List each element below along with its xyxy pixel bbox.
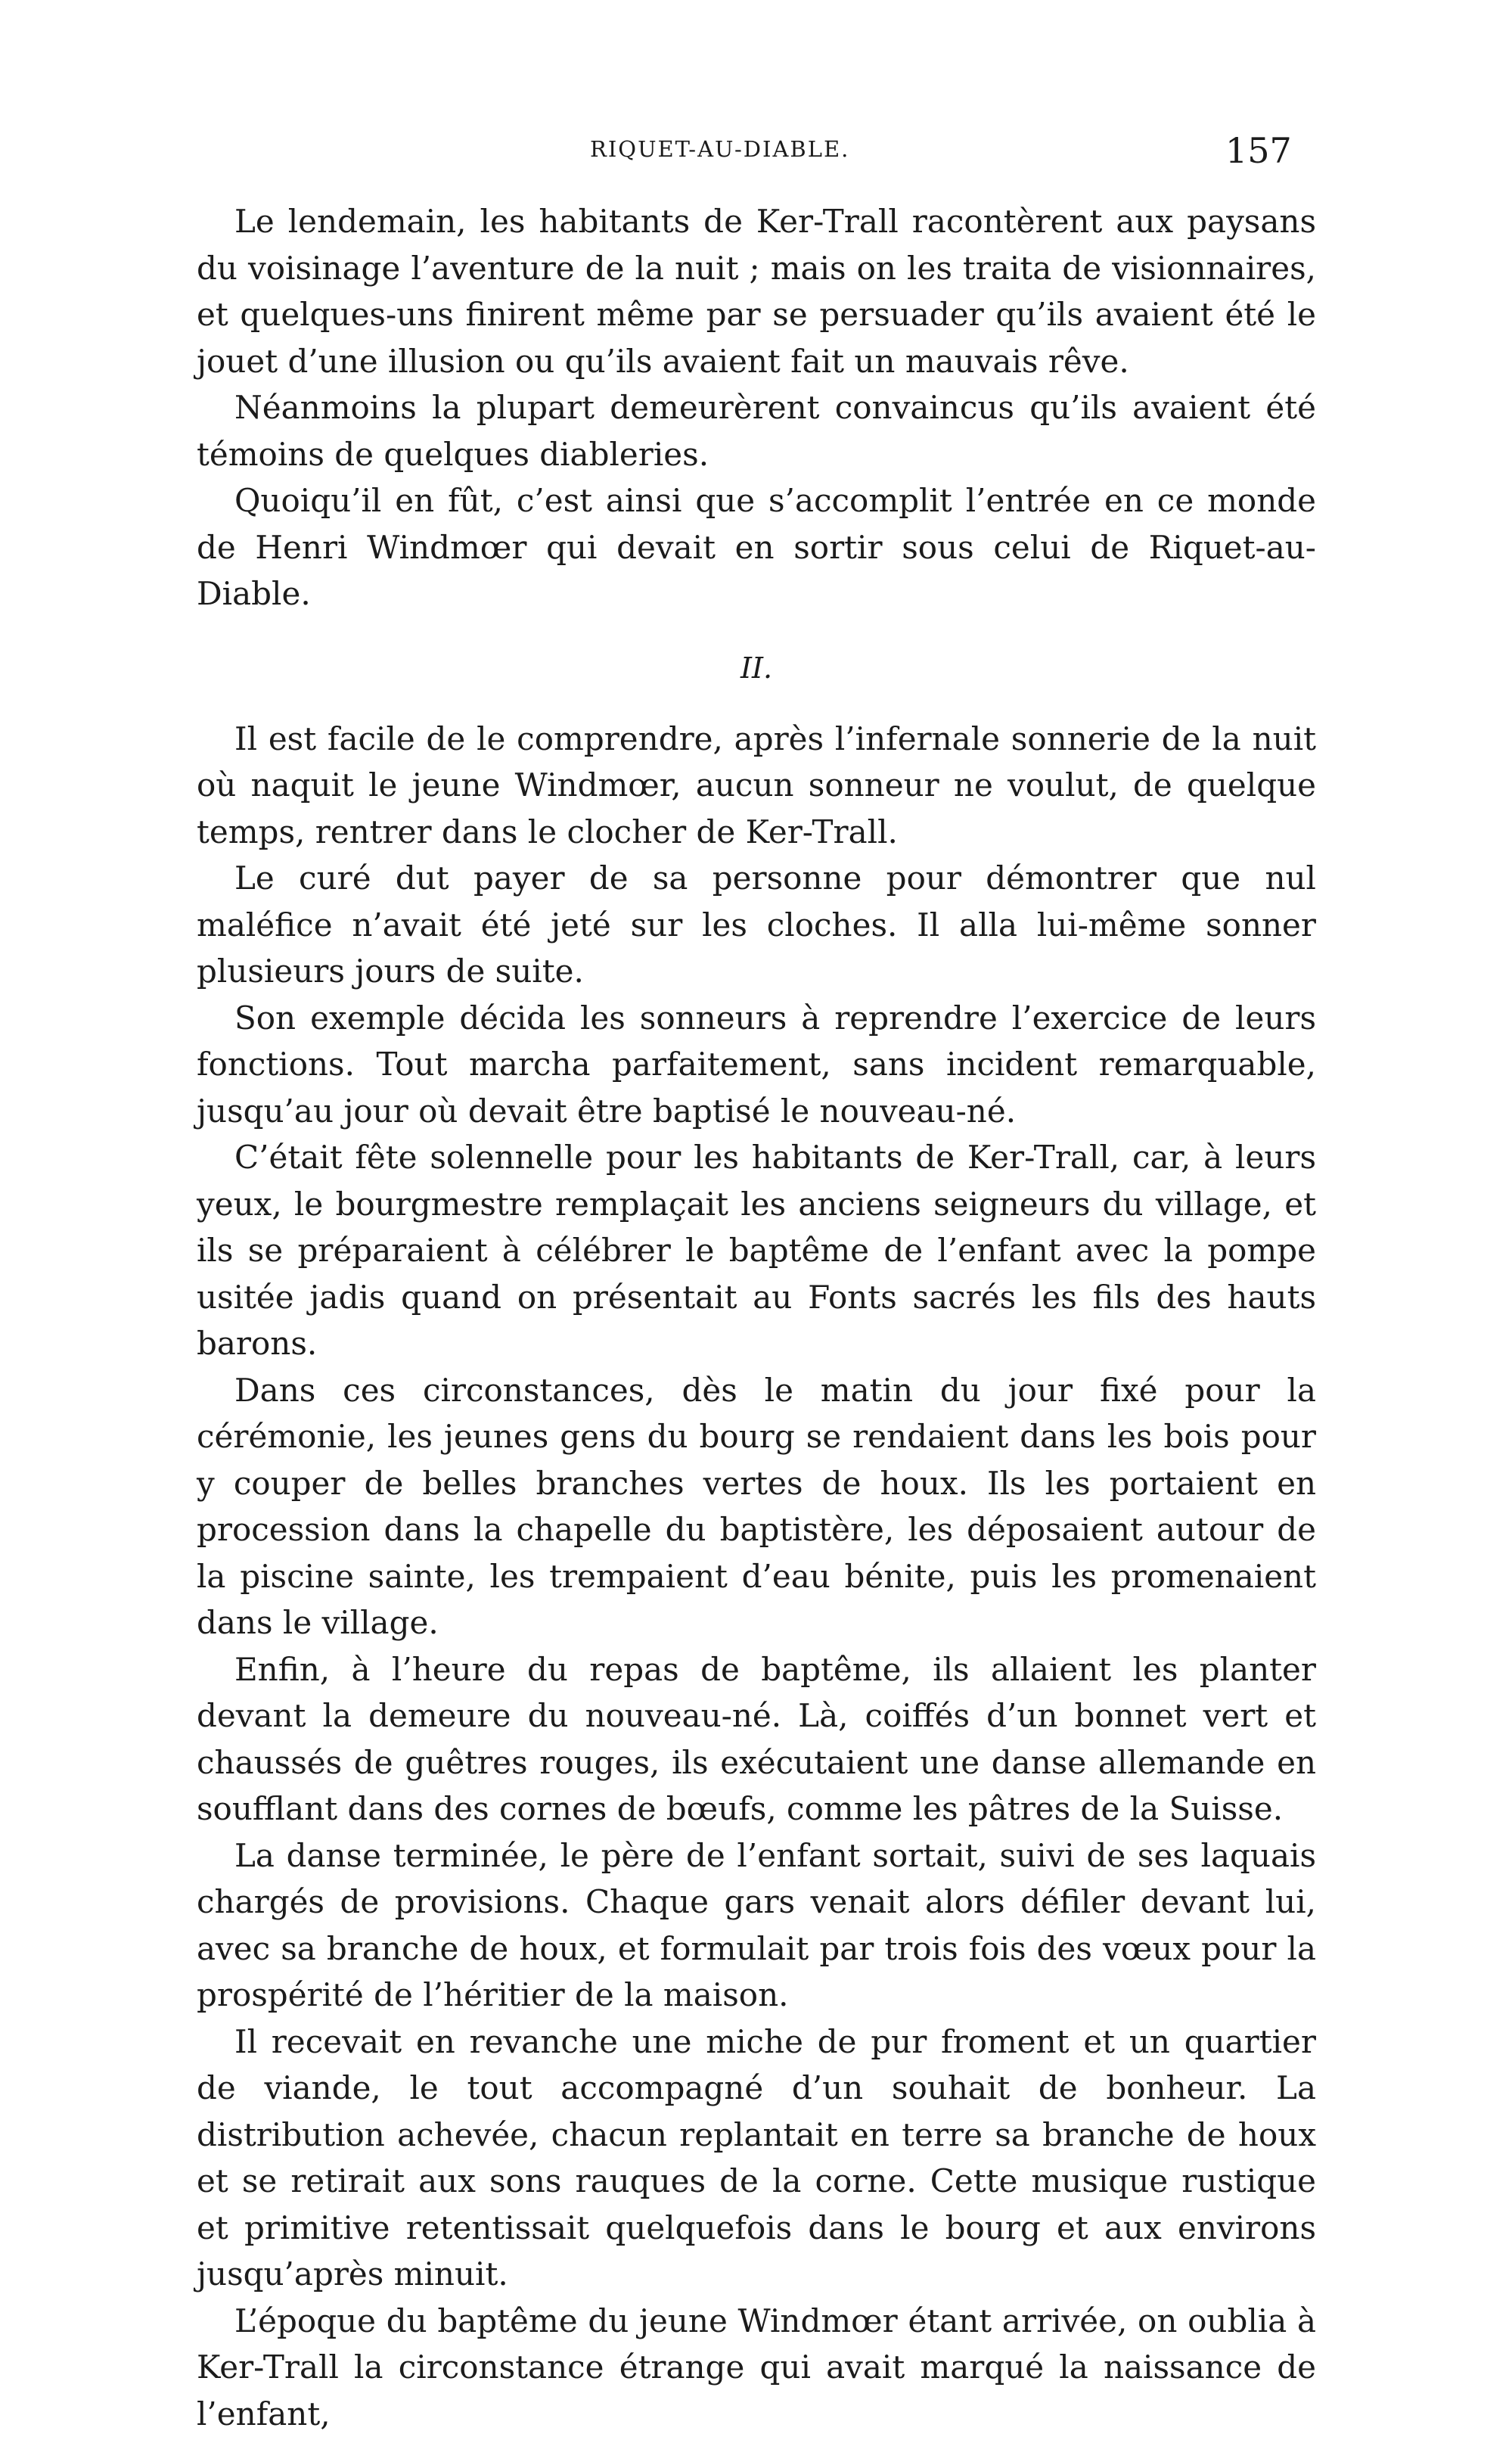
paragraph: Enfin, à l’heure du repas de baptême, ils allaient les planter devant la demeure du nouveau-né. Là, coiffés d’un bonnet vert et chaussés de guêtres rouges, ils exécutaient une danse allemande en soufflant dans des cornes de bœufs, comme les pâtres de la Suisse. <box>197 1646 1316 1832</box>
paragraph: Il est facile de le comprendre, après l’infernale sonnerie de la nuit où naquit le jeune Windmœr, aucun sonneur ne voulut, de quelque temps, rentrer dans le clocher de Ker-Trall. <box>197 716 1316 856</box>
paragraph: Son exemple décida les sonneurs à reprendre l’exercice de leurs fonctions. Tout marcha parfaitement, sans incident remarquable, jusqu’au jour où devait être baptisé le nouveau-né. <box>197 995 1316 1135</box>
body-text <box>197 198 1316 2437</box>
paragraph: Néanmoins la plupart demeurèrent convaincus qu’ils avaient été témoins de quelques diableries. <box>197 384 1316 477</box>
running-head <box>0 136 1512 182</box>
paragraph: Le curé dut payer de sa personne pour démontrer que nul maléfice n’avait été jeté sur les cloches. Il alla lui-même sonner plusieurs jours de suite. <box>197 855 1316 995</box>
paragraph: La danse terminée, le père de l’enfant sortait, suivi de ses laquais chargés de provisions. Chaque gars venait alors défiler devant lui, avec sa branche de houx, et formulait par trois fois des vœux pour la prospérité de l’héritier de la maison. <box>197 1832 1316 2019</box>
section-heading: II. <box>197 649 1316 687</box>
paragraph: Le lendemain, les habitants de Ker-Trall racontèrent aux paysans du voisinage l’aventure de la nuit ; mais on les traita de visionnaires, et quelques-uns finirent même par se persuader qu’ils avaient été le jouet d’une illusion ou qu’ils avaient fait un mauvais rêve. <box>197 198 1316 384</box>
running-title: RIQUET-AU-DIABLE. <box>590 136 849 162</box>
paragraph: C’était fête solennelle pour les habitants de Ker-Trall, car, à leurs yeux, le bourgmestre remplaçait les anciens seigneurs du village, et ils se préparaient à célébrer le baptême de l’enfant avec la pompe usitée jadis quand on présentait au Fonts sacrés les fils des hauts barons. <box>197 1134 1316 1367</box>
paragraph: Il recevait en revanche une miche de pur froment et un quartier de viande, le tout accompagné d’un souhait de bonheur. La distribution achevée, chacun replantait en terre sa branche de houx et se retirait aux sons rauques de la corne. Cette musique rustique et primitive retentissait quelquefois dans le bourg et aux environs jusqu’après minuit. <box>197 2019 1316 2298</box>
paragraph: Quoiqu’il en fût, c’est ainsi que s’accomplit l’entrée en ce monde de Henri Windmœr qui devait en sortir sous celui de Riquet-au-Diable. <box>197 477 1316 617</box>
paragraph: L’époque du baptême du jeune Windmœr étant arrivée, on oublia à Ker-Trall la circonstance étrange qui avait marqué la naissance de l’enfant, <box>197 2298 1316 2437</box>
page-number: 157 <box>1225 130 1292 171</box>
paragraph: Dans ces circonstances, dès le matin du jour fixé pour la cérémonie, les jeunes gens du bourg se rendaient dans les bois pour y couper de belles branches vertes de houx. Ils les portaient en procession dans la chapelle du baptistère, les déposaient autour de la piscine sainte, les trempaient d’eau bénite, puis les promenaient dans le village. <box>197 1367 1316 1646</box>
